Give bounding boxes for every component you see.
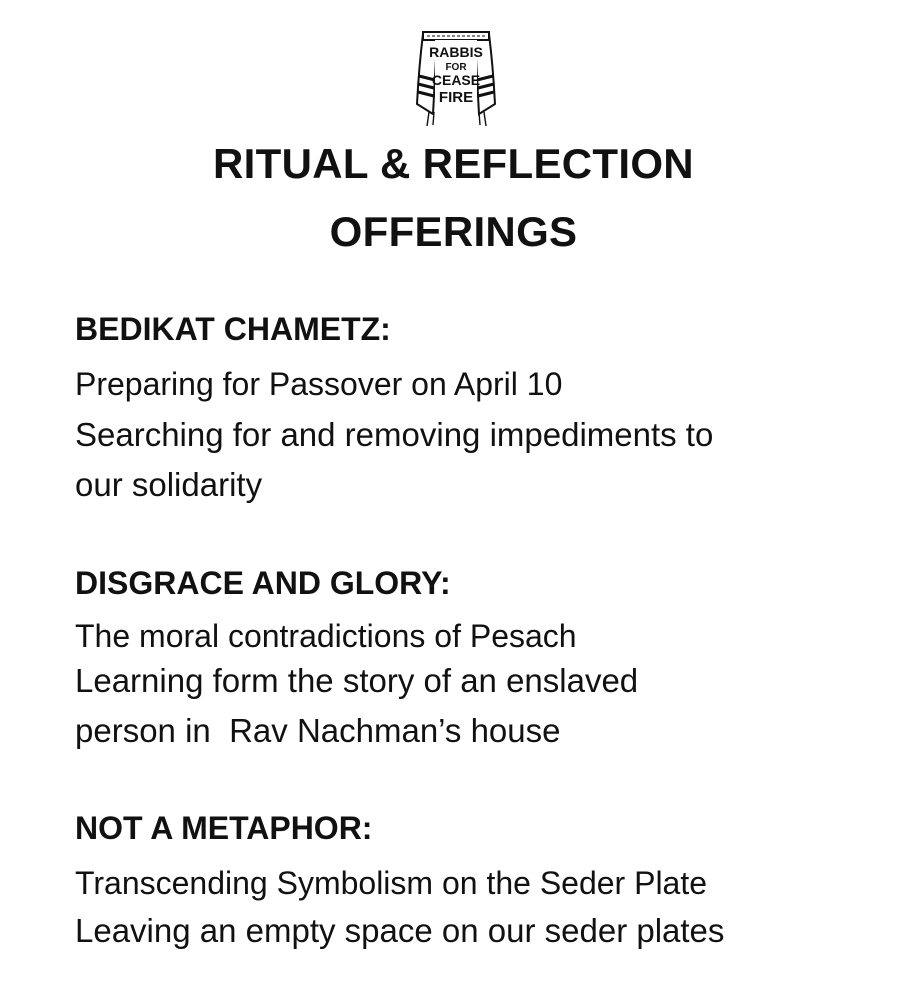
section-description-line: Searching for and removing impediments to — [75, 416, 714, 453]
page-title-line-2: OFFERINGS — [329, 208, 578, 255]
section-description — [75, 906, 875, 956]
tallit-logo-icon — [413, 26, 499, 128]
section-heading: DISGRACE AND GLORY: — [75, 565, 451, 601]
section-subtitle: The moral contradictions of Pesach — [75, 618, 577, 654]
logo-text-cease: CEASE — [431, 72, 481, 88]
logo-text-fire: FIRE — [438, 89, 474, 106]
logo-text-rabbis: RABBIS — [429, 44, 483, 60]
offering-section-not-a-metaphor — [75, 808, 875, 956]
section-subtitle: Preparing for Passover on April 10 — [75, 366, 563, 402]
section-description — [75, 410, 875, 510]
section-description-line: our solidarity — [75, 466, 263, 503]
section-description-line: person in Rav Nachman’s house — [75, 712, 561, 749]
section-heading: NOT A METAPHOR: — [75, 810, 373, 846]
section-description-line: Learning form the story of an enslaved — [75, 662, 639, 699]
section-description — [75, 656, 875, 756]
section-subtitle: Transcending Symbolism on the Seder Plate — [75, 865, 708, 901]
offering-section-bedikat-chametz — [75, 309, 875, 510]
page-title-line-1: RITUAL & REFLECTION — [213, 140, 694, 187]
section-heading: BEDIKAT CHAMETZ: — [75, 311, 391, 347]
offering-section-disgrace-and-glory — [75, 563, 875, 756]
logo-text-for: FOR — [445, 62, 467, 73]
section-description-line: Leaving an empty space on our seder plates — [75, 912, 725, 949]
